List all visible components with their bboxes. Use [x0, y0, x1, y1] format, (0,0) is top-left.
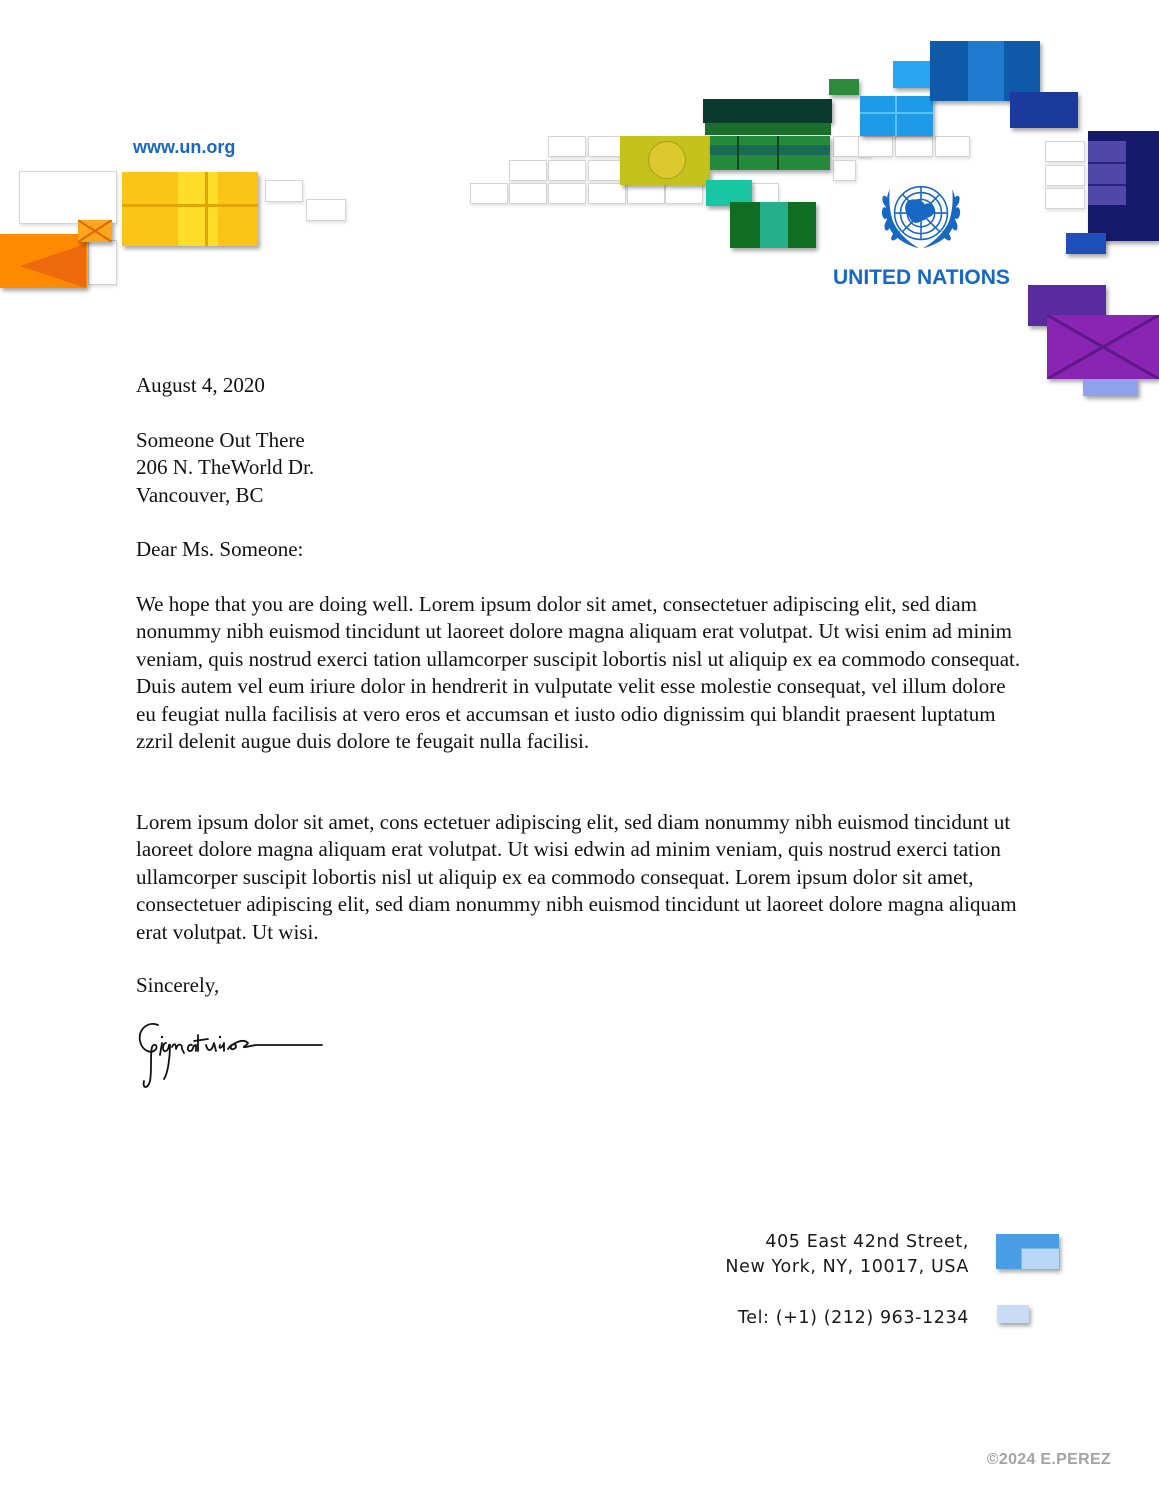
- recipient-name: Someone Out There: [136, 428, 305, 452]
- decor-tile: [548, 136, 586, 157]
- decor-tile: [122, 204, 258, 207]
- decor-circle: [648, 141, 686, 179]
- decor-tile: [935, 136, 970, 157]
- un-emblem-icon: [872, 172, 970, 260]
- decor-tile: [178, 172, 218, 246]
- decor-tile: [627, 183, 665, 204]
- decor-tile: [895, 136, 933, 157]
- footer-decor-tile: [997, 1305, 1029, 1323]
- decor-tile: [1010, 92, 1078, 128]
- decor-tile: [1045, 165, 1085, 186]
- decor-tile: [1088, 141, 1126, 205]
- decor-tile: [1088, 184, 1126, 186]
- decor-tile: [705, 123, 831, 135]
- recipient-address: [136, 427, 314, 509]
- decor-tile: [777, 136, 779, 170]
- decor-tile: [710, 145, 830, 155]
- decor-tile: [760, 202, 788, 248]
- recipient-city: Vancouver, BC: [136, 482, 264, 507]
- decor-tile: [205, 172, 208, 246]
- handwritten-signature: [136, 1015, 326, 1095]
- decor-tile: [860, 112, 933, 114]
- decor-tile: [265, 180, 303, 202]
- decor-tile: [19, 171, 117, 224]
- decor-tile: [858, 136, 893, 157]
- copyright-credit: ©2024 E.PEREZ: [986, 1451, 1111, 1468]
- footer-telephone: Tel: (+1) (212) 963-1234: [737, 1308, 969, 1328]
- decor-tile: [588, 183, 626, 204]
- footer-decor-tile: [1021, 1248, 1060, 1270]
- decor-tile: [1045, 188, 1085, 209]
- decor-tile: [1045, 141, 1085, 162]
- decor-tile: [88, 240, 117, 285]
- body-paragraph: Lorem ipsum dolor sit amet, cons ectetuer adipiscing elit, sed diam nonummy nibh euismod tincidunt ut laoreet dolore magna aliquam erat volutpat. Ut wisi edwin ad minim veniam, quis nostrud exerci tation ullamcorper suscipit lobortis nisl ut aliquip ex ea commodo consequat. Lorem ipsum dolor sit amet, consectetuer adipiscing elit, sed diam nonummy nibh euismod tincidunt ut laoreet dolore magna aliquam erat volutpat. Ut wisi.: [136, 810, 1017, 944]
- organization-name: UNITED NATIONS: [833, 266, 1010, 289]
- decor-tile: [737, 136, 739, 170]
- decor-tile: [1083, 379, 1138, 396]
- letter-date: August 4, 2020: [136, 373, 265, 397]
- decor-tile: [703, 99, 832, 123]
- decor-cross: [1047, 315, 1159, 379]
- salutation: Dear Ms. Someone:: [136, 537, 304, 561]
- decor-tile: [1088, 162, 1126, 164]
- closing: Sincerely,: [136, 973, 220, 997]
- address-line: 405 East 42nd Street,: [765, 1232, 969, 1252]
- decor-tile: [509, 160, 547, 181]
- recipient-street: 206 N. TheWorld Dr.: [136, 455, 315, 480]
- decor-tile: [968, 41, 1004, 101]
- decor-tile: [895, 96, 897, 136]
- decor-tile: [1066, 233, 1106, 254]
- decor-tile: [750, 183, 779, 204]
- decor-tile: [548, 160, 586, 181]
- decor-tile: [509, 183, 547, 204]
- decor-tile: [470, 183, 508, 204]
- website-link[interactable]: www.un.org: [133, 137, 236, 157]
- body-paragraph: We hope that you are doing well. Lorem ipsum dolor sit amet, consectetuer adipiscing elit, sed diam nonummy nibh euismod tincidunt ut laoreet dolore magna aliquam erat volutpat. Ut wisi enim ad minim veniam, quis nostrud exerci tation ullamcorper suscipit lobortis nisl ut aliquip ex ea commodo consequat. Duis autem vel eum iriure dolor in hendrerit in vulputate velit esse molestie consequat, vel illum dolore eu feugiat nulla facilisis at vero eros et accumsan et iusto odio dignissim qui blandit praesent luptatum zzril delenit augue duis dolore te feugait nulla facilisi.: [136, 592, 1021, 754]
- decor-tile: [306, 199, 346, 221]
- decor-cross: [78, 220, 112, 242]
- address-line: New York, NY, 10017, USA: [725, 1257, 969, 1277]
- decor-tile: [548, 183, 586, 204]
- footer-address: [725, 1230, 969, 1280]
- decor-tile: [829, 79, 859, 95]
- decor-tile: [833, 160, 856, 181]
- decor-tile: [665, 183, 703, 204]
